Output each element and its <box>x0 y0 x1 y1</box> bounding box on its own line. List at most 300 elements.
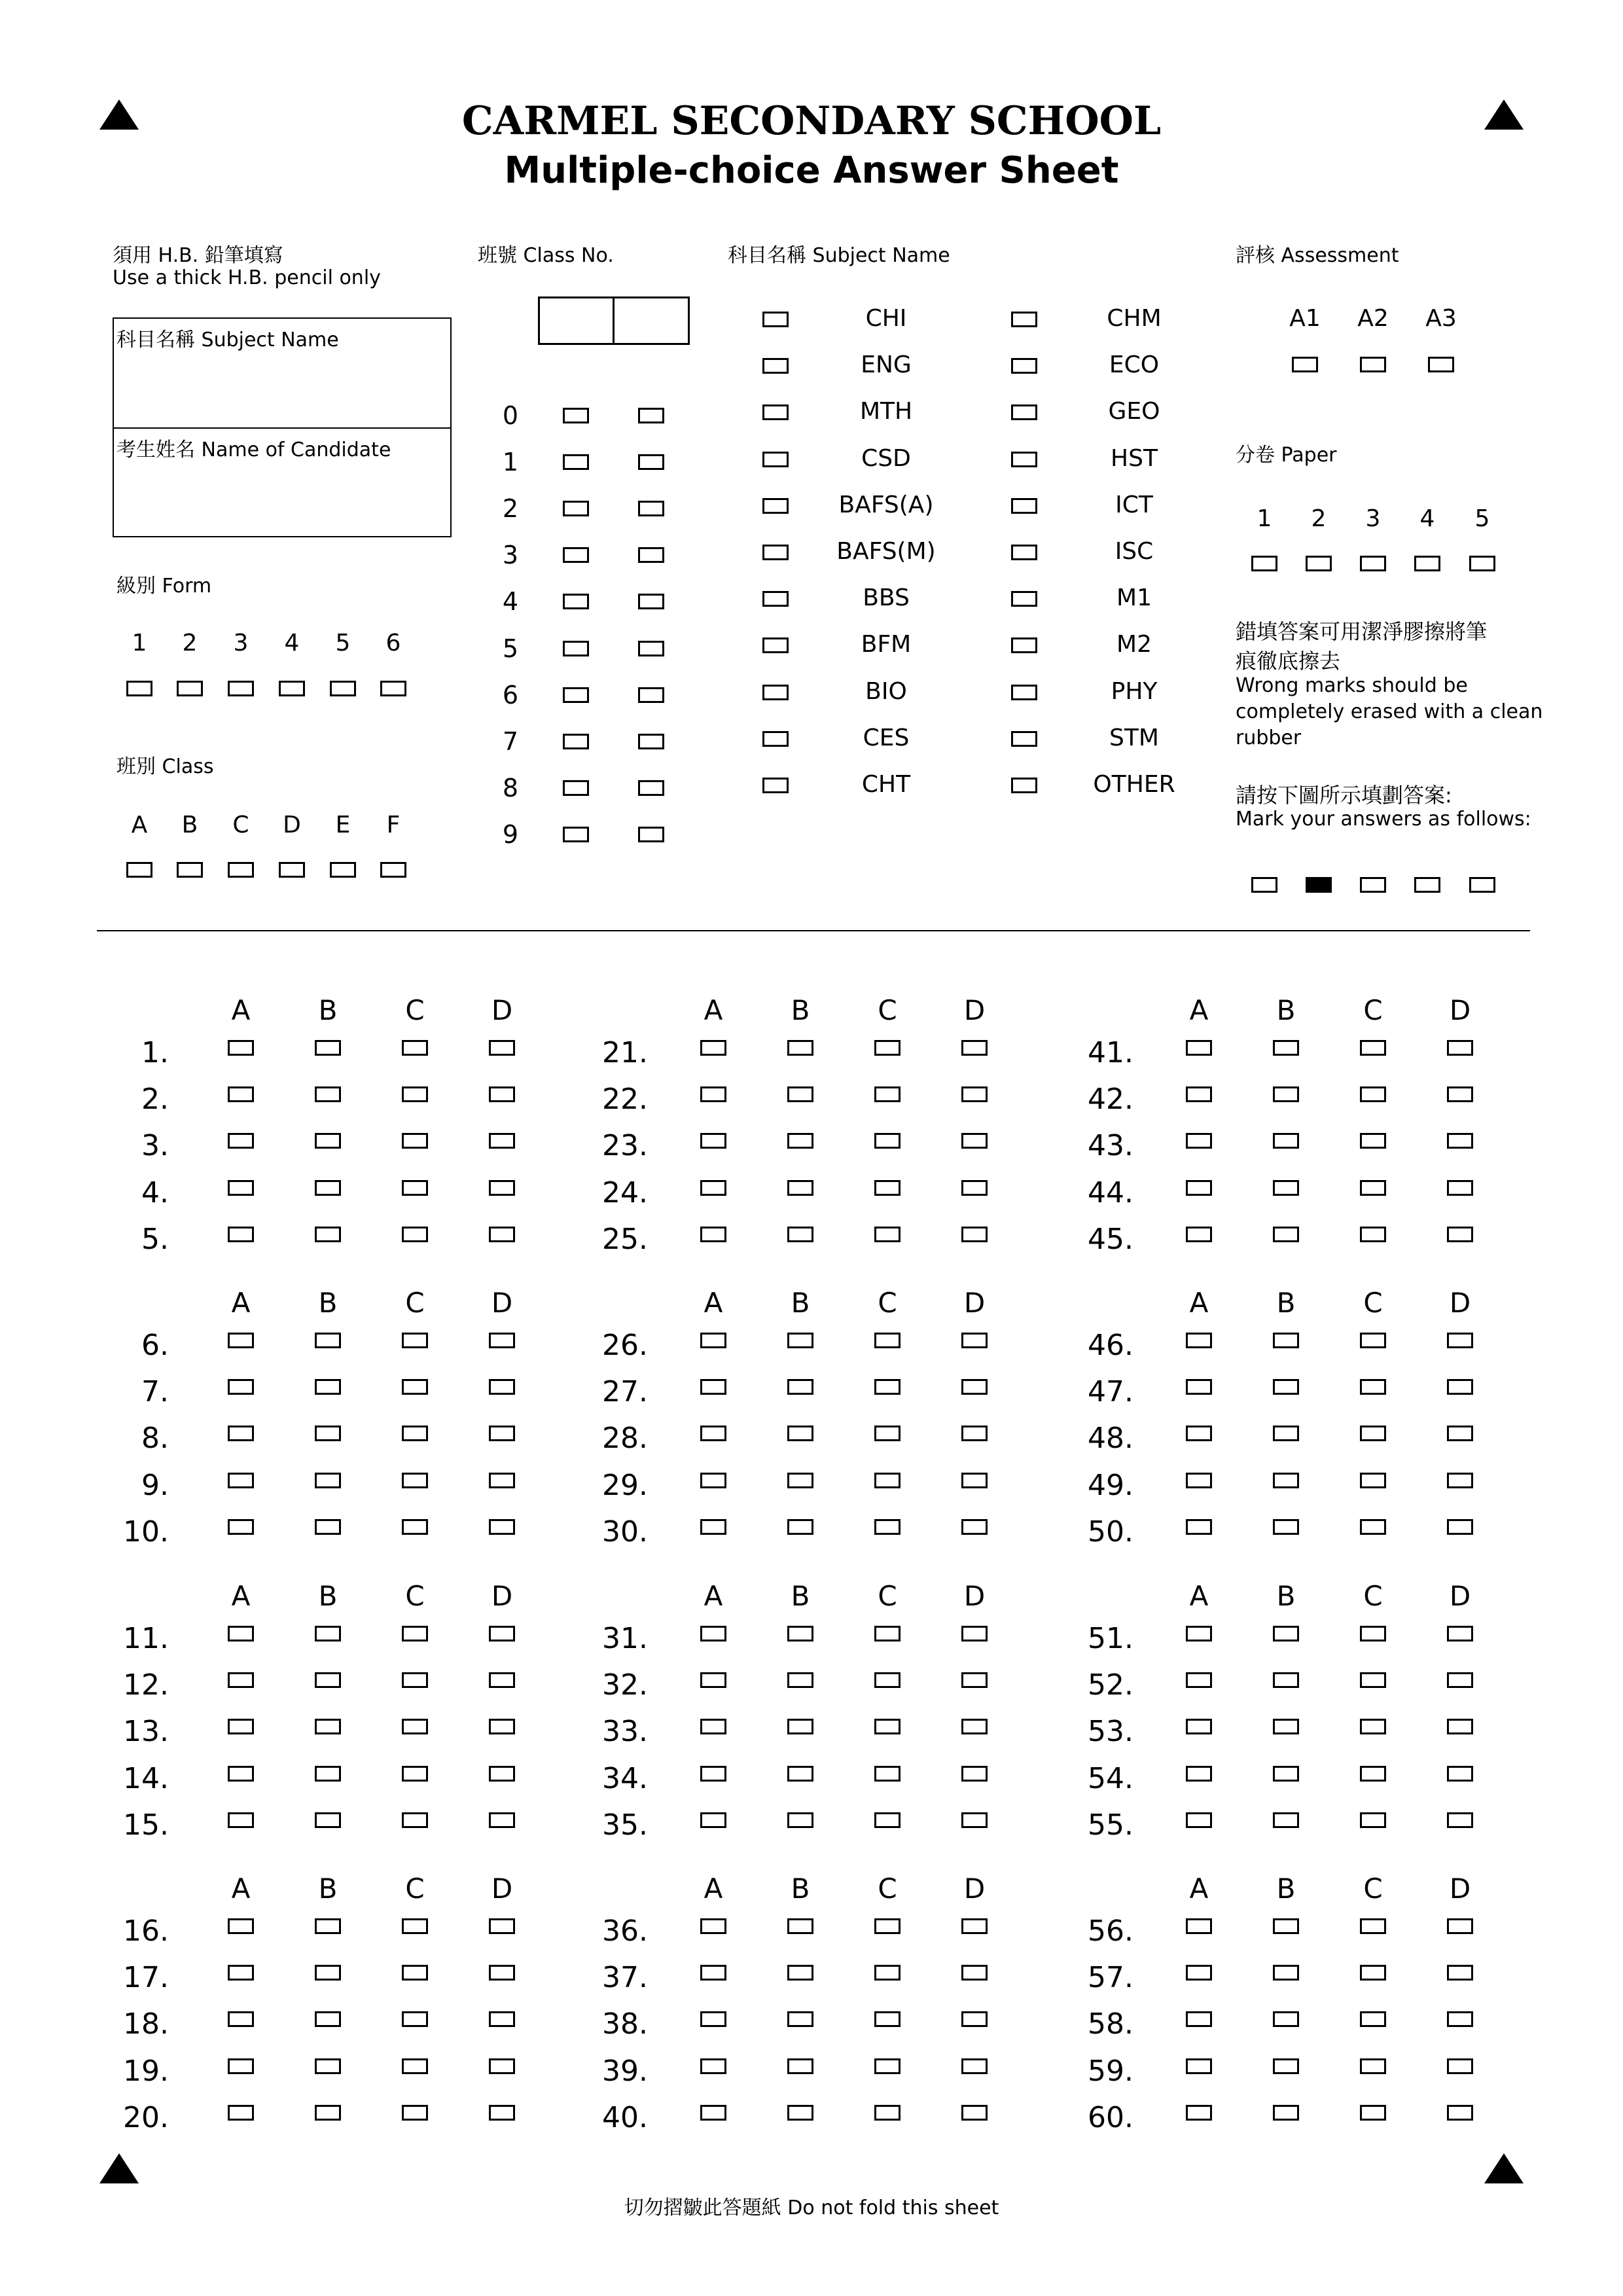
answer-box-c[interactable] <box>874 2011 901 2027</box>
answer-box-c[interactable] <box>1360 1180 1386 1196</box>
subject-box[interactable] <box>762 404 789 420</box>
answer-box-a[interactable] <box>228 1379 254 1395</box>
answer-box-a[interactable] <box>228 1519 254 1535</box>
answer-box-a[interactable] <box>700 1672 726 1688</box>
answer-box-c[interactable] <box>874 1133 901 1149</box>
answer-box-a[interactable] <box>1186 1227 1212 1242</box>
answer-box-b[interactable] <box>315 1040 341 1056</box>
answer-box-b[interactable] <box>787 1333 813 1348</box>
subject-box[interactable] <box>1011 312 1037 327</box>
answer-box-b[interactable] <box>787 1918 813 1934</box>
answer-box-d[interactable] <box>1447 1473 1473 1488</box>
answer-box-b[interactable] <box>787 1379 813 1395</box>
answer-box-b[interactable] <box>315 1672 341 1688</box>
answer-box-a[interactable] <box>700 1918 726 1934</box>
answer-box-d[interactable] <box>961 1040 988 1056</box>
answer-box-b[interactable] <box>315 1180 341 1196</box>
subject-box[interactable] <box>1011 358 1037 374</box>
answer-box-b[interactable] <box>1273 1766 1299 1782</box>
answer-box-b[interactable] <box>1273 2105 1299 2121</box>
answer-box-a[interactable] <box>1186 1426 1212 1441</box>
subject-box[interactable] <box>762 452 789 467</box>
class-no-units-box[interactable] <box>638 641 664 656</box>
answer-box-d[interactable] <box>1447 2105 1473 2121</box>
answer-box-a[interactable] <box>700 1626 726 1641</box>
answer-box-b[interactable] <box>315 1133 341 1149</box>
answer-box-c[interactable] <box>402 1086 428 1102</box>
answer-box-d[interactable] <box>489 1379 515 1395</box>
answer-box-d[interactable] <box>1447 2058 1473 2074</box>
answer-box-c[interactable] <box>1360 1766 1386 1782</box>
subject-box[interactable] <box>1011 452 1037 467</box>
answer-box-a[interactable] <box>228 1672 254 1688</box>
class-no-tens-box[interactable] <box>563 501 589 516</box>
answer-box-c[interactable] <box>1360 1227 1386 1242</box>
answer-box-a[interactable] <box>1186 2058 1212 2074</box>
answer-box-c[interactable] <box>1360 2105 1386 2121</box>
answer-box-c[interactable] <box>1360 1086 1386 1102</box>
answer-box-d[interactable] <box>489 1133 515 1149</box>
answer-box-c[interactable] <box>1360 1719 1386 1734</box>
answer-box-c[interactable] <box>402 1180 428 1196</box>
answer-box-a[interactable] <box>700 1379 726 1395</box>
answer-box-b[interactable] <box>1273 1719 1299 1734</box>
answer-box-b[interactable] <box>1273 1519 1299 1535</box>
answer-box-d[interactable] <box>1447 1086 1473 1102</box>
answer-box-a[interactable] <box>1186 1626 1212 1641</box>
answer-box-c[interactable] <box>402 1918 428 1934</box>
answer-box-d[interactable] <box>961 1379 988 1395</box>
form-option-box[interactable] <box>330 681 356 696</box>
answer-box-d[interactable] <box>1447 2011 1473 2027</box>
subject-name-write-area[interactable] <box>115 353 449 424</box>
answer-box-b[interactable] <box>315 1626 341 1641</box>
answer-box-a[interactable] <box>1186 1333 1212 1348</box>
answer-box-b[interactable] <box>787 1965 813 1981</box>
answer-box-a[interactable] <box>228 1133 254 1149</box>
answer-box-c[interactable] <box>402 1133 428 1149</box>
answer-box-d[interactable] <box>961 1719 988 1734</box>
answer-box-d[interactable] <box>961 1333 988 1348</box>
answer-box-b[interactable] <box>315 1812 341 1828</box>
subject-box[interactable] <box>1011 637 1037 653</box>
paper-option-box[interactable] <box>1251 556 1277 571</box>
answer-box-c[interactable] <box>402 1426 428 1441</box>
answer-box-c[interactable] <box>874 1426 901 1441</box>
answer-box-d[interactable] <box>489 1086 515 1102</box>
answer-box-c[interactable] <box>402 2105 428 2121</box>
answer-box-c[interactable] <box>402 1965 428 1981</box>
answer-box-a[interactable] <box>700 1812 726 1828</box>
answer-box-d[interactable] <box>489 1040 515 1056</box>
answer-box-a[interactable] <box>1186 1719 1212 1734</box>
answer-box-d[interactable] <box>489 1965 515 1981</box>
answer-box-a[interactable] <box>228 1040 254 1056</box>
answer-box-c[interactable] <box>1360 1040 1386 1056</box>
answer-box-b[interactable] <box>1273 2058 1299 2074</box>
answer-box-c[interactable] <box>402 1719 428 1734</box>
class-no-units-box[interactable] <box>638 687 664 703</box>
answer-box-b[interactable] <box>787 1672 813 1688</box>
answer-box-b[interactable] <box>787 2105 813 2121</box>
answer-box-c[interactable] <box>402 1672 428 1688</box>
class-no-tens-box[interactable] <box>563 454 589 470</box>
answer-box-d[interactable] <box>489 2058 515 2074</box>
answer-box-d[interactable] <box>489 1766 515 1782</box>
class-no-units-box[interactable] <box>638 501 664 516</box>
answer-box-d[interactable] <box>961 1626 988 1641</box>
subject-box[interactable] <box>762 312 789 327</box>
answer-box-c[interactable] <box>874 1473 901 1488</box>
answer-box-c[interactable] <box>1360 1473 1386 1488</box>
answer-box-c[interactable] <box>874 1918 901 1934</box>
subject-box[interactable] <box>1011 591 1037 607</box>
class-no-tens-box[interactable] <box>563 780 589 796</box>
class-option-box[interactable] <box>279 862 305 878</box>
answer-box-b[interactable] <box>315 1379 341 1395</box>
answer-box-a[interactable] <box>700 2011 726 2027</box>
answer-box-b[interactable] <box>1273 1333 1299 1348</box>
class-no-units-box[interactable] <box>638 780 664 796</box>
answer-box-a[interactable] <box>1186 1766 1212 1782</box>
class-no-tens-box[interactable] <box>563 734 589 749</box>
answer-box-a[interactable] <box>700 1719 726 1734</box>
answer-box-b[interactable] <box>1273 1473 1299 1488</box>
answer-box-a[interactable] <box>228 1626 254 1641</box>
answer-box-c[interactable] <box>1360 1333 1386 1348</box>
assessment-option-box[interactable] <box>1428 357 1454 372</box>
subject-box[interactable] <box>1011 778 1037 793</box>
answer-box-a[interactable] <box>228 1180 254 1196</box>
answer-box-a[interactable] <box>700 1426 726 1441</box>
answer-box-b[interactable] <box>1273 1626 1299 1641</box>
answer-box-d[interactable] <box>961 1812 988 1828</box>
answer-box-b[interactable] <box>315 1227 341 1242</box>
class-option-box[interactable] <box>228 862 254 878</box>
class-option-box[interactable] <box>330 862 356 878</box>
answer-box-d[interactable] <box>1447 1766 1473 1782</box>
answer-box-d[interactable] <box>1447 1227 1473 1242</box>
form-option-box[interactable] <box>126 681 152 696</box>
subject-box[interactable] <box>762 498 789 514</box>
answer-box-b[interactable] <box>315 1719 341 1734</box>
answer-box-d[interactable] <box>489 1918 515 1934</box>
answer-box-a[interactable] <box>1186 1519 1212 1535</box>
answer-box-a[interactable] <box>700 1519 726 1535</box>
answer-box-b[interactable] <box>1273 1672 1299 1688</box>
answer-box-a[interactable] <box>228 1473 254 1488</box>
answer-box-d[interactable] <box>961 1133 988 1149</box>
answer-box-d[interactable] <box>1447 1672 1473 1688</box>
subject-box[interactable] <box>1011 404 1037 420</box>
answer-box-a[interactable] <box>228 1227 254 1242</box>
answer-box-c[interactable] <box>402 1519 428 1535</box>
answer-box-b[interactable] <box>1273 1812 1299 1828</box>
answer-box-b[interactable] <box>787 1626 813 1641</box>
answer-box-a[interactable] <box>228 1812 254 1828</box>
answer-box-d[interactable] <box>961 1180 988 1196</box>
answer-box-c[interactable] <box>874 1519 901 1535</box>
class-no-tens-box[interactable] <box>563 594 589 609</box>
paper-option-box[interactable] <box>1306 556 1332 571</box>
subject-box[interactable] <box>762 731 789 747</box>
class-option-box[interactable] <box>380 862 406 878</box>
class-no-tens-box[interactable] <box>563 687 589 703</box>
answer-box-a[interactable] <box>1186 2011 1212 2027</box>
answer-box-a[interactable] <box>1186 1040 1212 1056</box>
class-option-box[interactable] <box>177 862 203 878</box>
answer-box-d[interactable] <box>961 2011 988 2027</box>
answer-box-c[interactable] <box>402 1812 428 1828</box>
answer-box-a[interactable] <box>228 1426 254 1441</box>
answer-box-d[interactable] <box>961 2105 988 2121</box>
answer-box-a[interactable] <box>700 1180 726 1196</box>
class-no-tens-box[interactable] <box>563 827 589 842</box>
answer-box-a[interactable] <box>1186 1180 1212 1196</box>
form-option-box[interactable] <box>228 681 254 696</box>
class-no-tens-box[interactable] <box>563 547 589 563</box>
answer-box-d[interactable] <box>961 1473 988 1488</box>
answer-box-a[interactable] <box>1186 1473 1212 1488</box>
answer-box-d[interactable] <box>961 1227 988 1242</box>
subject-box[interactable] <box>762 778 789 793</box>
answer-box-b[interactable] <box>787 2058 813 2074</box>
answer-box-c[interactable] <box>1360 1519 1386 1535</box>
answer-box-b[interactable] <box>787 1133 813 1149</box>
answer-box-b[interactable] <box>1273 1426 1299 1441</box>
form-option-box[interactable] <box>380 681 406 696</box>
subject-box[interactable] <box>762 545 789 560</box>
answer-box-c[interactable] <box>874 2058 901 2074</box>
subject-box[interactable] <box>1011 731 1037 747</box>
class-option-box[interactable] <box>126 862 152 878</box>
answer-box-a[interactable] <box>1186 1918 1212 1934</box>
answer-box-a[interactable] <box>1186 1133 1212 1149</box>
answer-box-d[interactable] <box>1447 1040 1473 1056</box>
answer-box-d[interactable] <box>1447 1719 1473 1734</box>
answer-box-a[interactable] <box>228 2105 254 2121</box>
answer-box-a[interactable] <box>228 2011 254 2027</box>
answer-box-a[interactable] <box>700 1473 726 1488</box>
class-no-units-box[interactable] <box>638 454 664 470</box>
answer-box-b[interactable] <box>1273 1227 1299 1242</box>
answer-box-d[interactable] <box>489 1719 515 1734</box>
answer-box-b[interactable] <box>787 1180 813 1196</box>
answer-box-a[interactable] <box>228 1766 254 1782</box>
answer-box-a[interactable] <box>1186 1812 1212 1828</box>
class-no-units-box[interactable] <box>638 827 664 842</box>
answer-box-a[interactable] <box>228 1918 254 1934</box>
subject-box[interactable] <box>1011 685 1037 700</box>
answer-box-d[interactable] <box>489 1180 515 1196</box>
answer-box-d[interactable] <box>961 2058 988 2074</box>
answer-box-b[interactable] <box>315 2105 341 2121</box>
answer-box-d[interactable] <box>489 1672 515 1688</box>
class-no-units-box[interactable] <box>638 408 664 423</box>
answer-box-b[interactable] <box>787 1473 813 1488</box>
answer-box-c[interactable] <box>402 1379 428 1395</box>
answer-box-d[interactable] <box>489 1473 515 1488</box>
answer-box-a[interactable] <box>700 1766 726 1782</box>
answer-box-b[interactable] <box>787 1086 813 1102</box>
answer-box-d[interactable] <box>1447 1519 1473 1535</box>
answer-box-c[interactable] <box>874 1672 901 1688</box>
answer-box-b[interactable] <box>1273 1040 1299 1056</box>
answer-box-a[interactable] <box>228 1719 254 1734</box>
answer-box-c[interactable] <box>874 1333 901 1348</box>
answer-box-d[interactable] <box>1447 1379 1473 1395</box>
answer-box-d[interactable] <box>489 1519 515 1535</box>
class-no-units-box[interactable] <box>638 734 664 749</box>
answer-box-c[interactable] <box>402 1227 428 1242</box>
answer-box-a[interactable] <box>700 1227 726 1242</box>
answer-box-c[interactable] <box>874 1626 901 1641</box>
subject-box[interactable] <box>762 591 789 607</box>
paper-option-box[interactable] <box>1360 556 1386 571</box>
answer-box-d[interactable] <box>961 1086 988 1102</box>
answer-box-a[interactable] <box>700 2105 726 2121</box>
answer-box-d[interactable] <box>489 1333 515 1348</box>
answer-box-c[interactable] <box>874 1040 901 1056</box>
answer-box-a[interactable] <box>228 1965 254 1981</box>
assessment-option-box[interactable] <box>1360 357 1386 372</box>
answer-box-a[interactable] <box>1186 1086 1212 1102</box>
answer-box-c[interactable] <box>402 1626 428 1641</box>
answer-box-b[interactable] <box>315 1519 341 1535</box>
answer-box-d[interactable] <box>961 1766 988 1782</box>
paper-option-box[interactable] <box>1414 556 1440 571</box>
answer-box-c[interactable] <box>874 1965 901 1981</box>
answer-box-d[interactable] <box>961 1965 988 1981</box>
answer-box-d[interactable] <box>489 1227 515 1242</box>
answer-box-c[interactable] <box>1360 1672 1386 1688</box>
answer-box-a[interactable] <box>700 1086 726 1102</box>
answer-box-a[interactable] <box>1186 1672 1212 1688</box>
answer-box-b[interactable] <box>1273 1965 1299 1981</box>
answer-box-b[interactable] <box>315 1333 341 1348</box>
class-no-tens-box[interactable] <box>563 641 589 656</box>
answer-box-d[interactable] <box>961 1918 988 1934</box>
assessment-option-box[interactable] <box>1292 357 1318 372</box>
answer-box-d[interactable] <box>1447 1626 1473 1641</box>
answer-box-d[interactable] <box>489 1626 515 1641</box>
answer-box-c[interactable] <box>1360 1133 1386 1149</box>
answer-box-a[interactable] <box>700 2058 726 2074</box>
answer-box-c[interactable] <box>874 1227 901 1242</box>
answer-box-d[interactable] <box>489 1426 515 1441</box>
answer-box-c[interactable] <box>1360 1965 1386 1981</box>
class-no-units-box[interactable] <box>638 594 664 609</box>
subject-box[interactable] <box>762 685 789 700</box>
answer-box-b[interactable] <box>787 1519 813 1535</box>
answer-box-d[interactable] <box>961 1519 988 1535</box>
answer-box-b[interactable] <box>1273 1086 1299 1102</box>
answer-box-b[interactable] <box>1273 2011 1299 2027</box>
answer-box-b[interactable] <box>787 1812 813 1828</box>
form-option-box[interactable] <box>177 681 203 696</box>
answer-box-c[interactable] <box>874 1379 901 1395</box>
answer-box-b[interactable] <box>1273 1379 1299 1395</box>
answer-box-c[interactable] <box>402 1766 428 1782</box>
subject-box[interactable] <box>762 637 789 653</box>
subject-box[interactable] <box>1011 498 1037 514</box>
form-option-box[interactable] <box>279 681 305 696</box>
answer-box-a[interactable] <box>700 1133 726 1149</box>
answer-box-b[interactable] <box>315 1965 341 1981</box>
answer-box-b[interactable] <box>787 2011 813 2027</box>
answer-box-d[interactable] <box>489 2105 515 2121</box>
answer-box-c[interactable] <box>1360 2011 1386 2027</box>
answer-box-c[interactable] <box>402 1333 428 1348</box>
answer-box-d[interactable] <box>1447 1180 1473 1196</box>
answer-box-d[interactable] <box>961 1672 988 1688</box>
answer-box-b[interactable] <box>787 1766 813 1782</box>
answer-box-c[interactable] <box>402 2058 428 2074</box>
answer-box-d[interactable] <box>489 1812 515 1828</box>
answer-box-b[interactable] <box>315 2011 341 2027</box>
answer-box-b[interactable] <box>1273 1180 1299 1196</box>
answer-box-c[interactable] <box>874 2105 901 2121</box>
answer-box-b[interactable] <box>787 1040 813 1056</box>
answer-box-b[interactable] <box>315 2058 341 2074</box>
answer-box-c[interactable] <box>874 1086 901 1102</box>
answer-box-c[interactable] <box>1360 1812 1386 1828</box>
answer-box-c[interactable] <box>1360 1379 1386 1395</box>
answer-box-b[interactable] <box>787 1426 813 1441</box>
subject-box[interactable] <box>762 358 789 374</box>
answer-box-b[interactable] <box>787 1719 813 1734</box>
answer-box-d[interactable] <box>1447 1133 1473 1149</box>
answer-box-b[interactable] <box>787 1227 813 1242</box>
answer-box-a[interactable] <box>700 1040 726 1056</box>
answer-box-a[interactable] <box>1186 1379 1212 1395</box>
answer-box-c[interactable] <box>402 1473 428 1488</box>
answer-box-d[interactable] <box>1447 1918 1473 1934</box>
answer-box-b[interactable] <box>1273 1918 1299 1934</box>
answer-box-a[interactable] <box>228 1086 254 1102</box>
answer-box-a[interactable] <box>700 1333 726 1348</box>
answer-box-d[interactable] <box>1447 1812 1473 1828</box>
answer-box-c[interactable] <box>874 1719 901 1734</box>
answer-box-b[interactable] <box>315 1426 341 1441</box>
paper-option-box[interactable] <box>1469 556 1495 571</box>
answer-box-c[interactable] <box>402 2011 428 2027</box>
answer-box-b[interactable] <box>315 1086 341 1102</box>
candidate-name-write-area[interactable] <box>115 463 449 534</box>
answer-box-c[interactable] <box>402 1040 428 1056</box>
answer-box-a[interactable] <box>1186 2105 1212 2121</box>
answer-box-b[interactable] <box>315 1766 341 1782</box>
answer-box-c[interactable] <box>874 1812 901 1828</box>
answer-box-c[interactable] <box>874 1180 901 1196</box>
answer-box-c[interactable] <box>1360 1918 1386 1934</box>
answer-box-a[interactable] <box>228 2058 254 2074</box>
answer-box-a[interactable] <box>1186 1965 1212 1981</box>
answer-box-b[interactable] <box>1273 1133 1299 1149</box>
answer-box-d[interactable] <box>1447 1333 1473 1348</box>
answer-box-d[interactable] <box>1447 1426 1473 1441</box>
class-no-tens-box[interactable] <box>563 408 589 423</box>
answer-box-a[interactable] <box>700 1965 726 1981</box>
answer-box-a[interactable] <box>228 1333 254 1348</box>
answer-box-b[interactable] <box>315 1918 341 1934</box>
answer-box-d[interactable] <box>961 1426 988 1441</box>
answer-box-c[interactable] <box>1360 1426 1386 1441</box>
answer-box-c[interactable] <box>1360 1626 1386 1641</box>
answer-box-b[interactable] <box>315 1473 341 1488</box>
answer-box-d[interactable] <box>1447 1965 1473 1981</box>
answer-box-d[interactable] <box>489 2011 515 2027</box>
